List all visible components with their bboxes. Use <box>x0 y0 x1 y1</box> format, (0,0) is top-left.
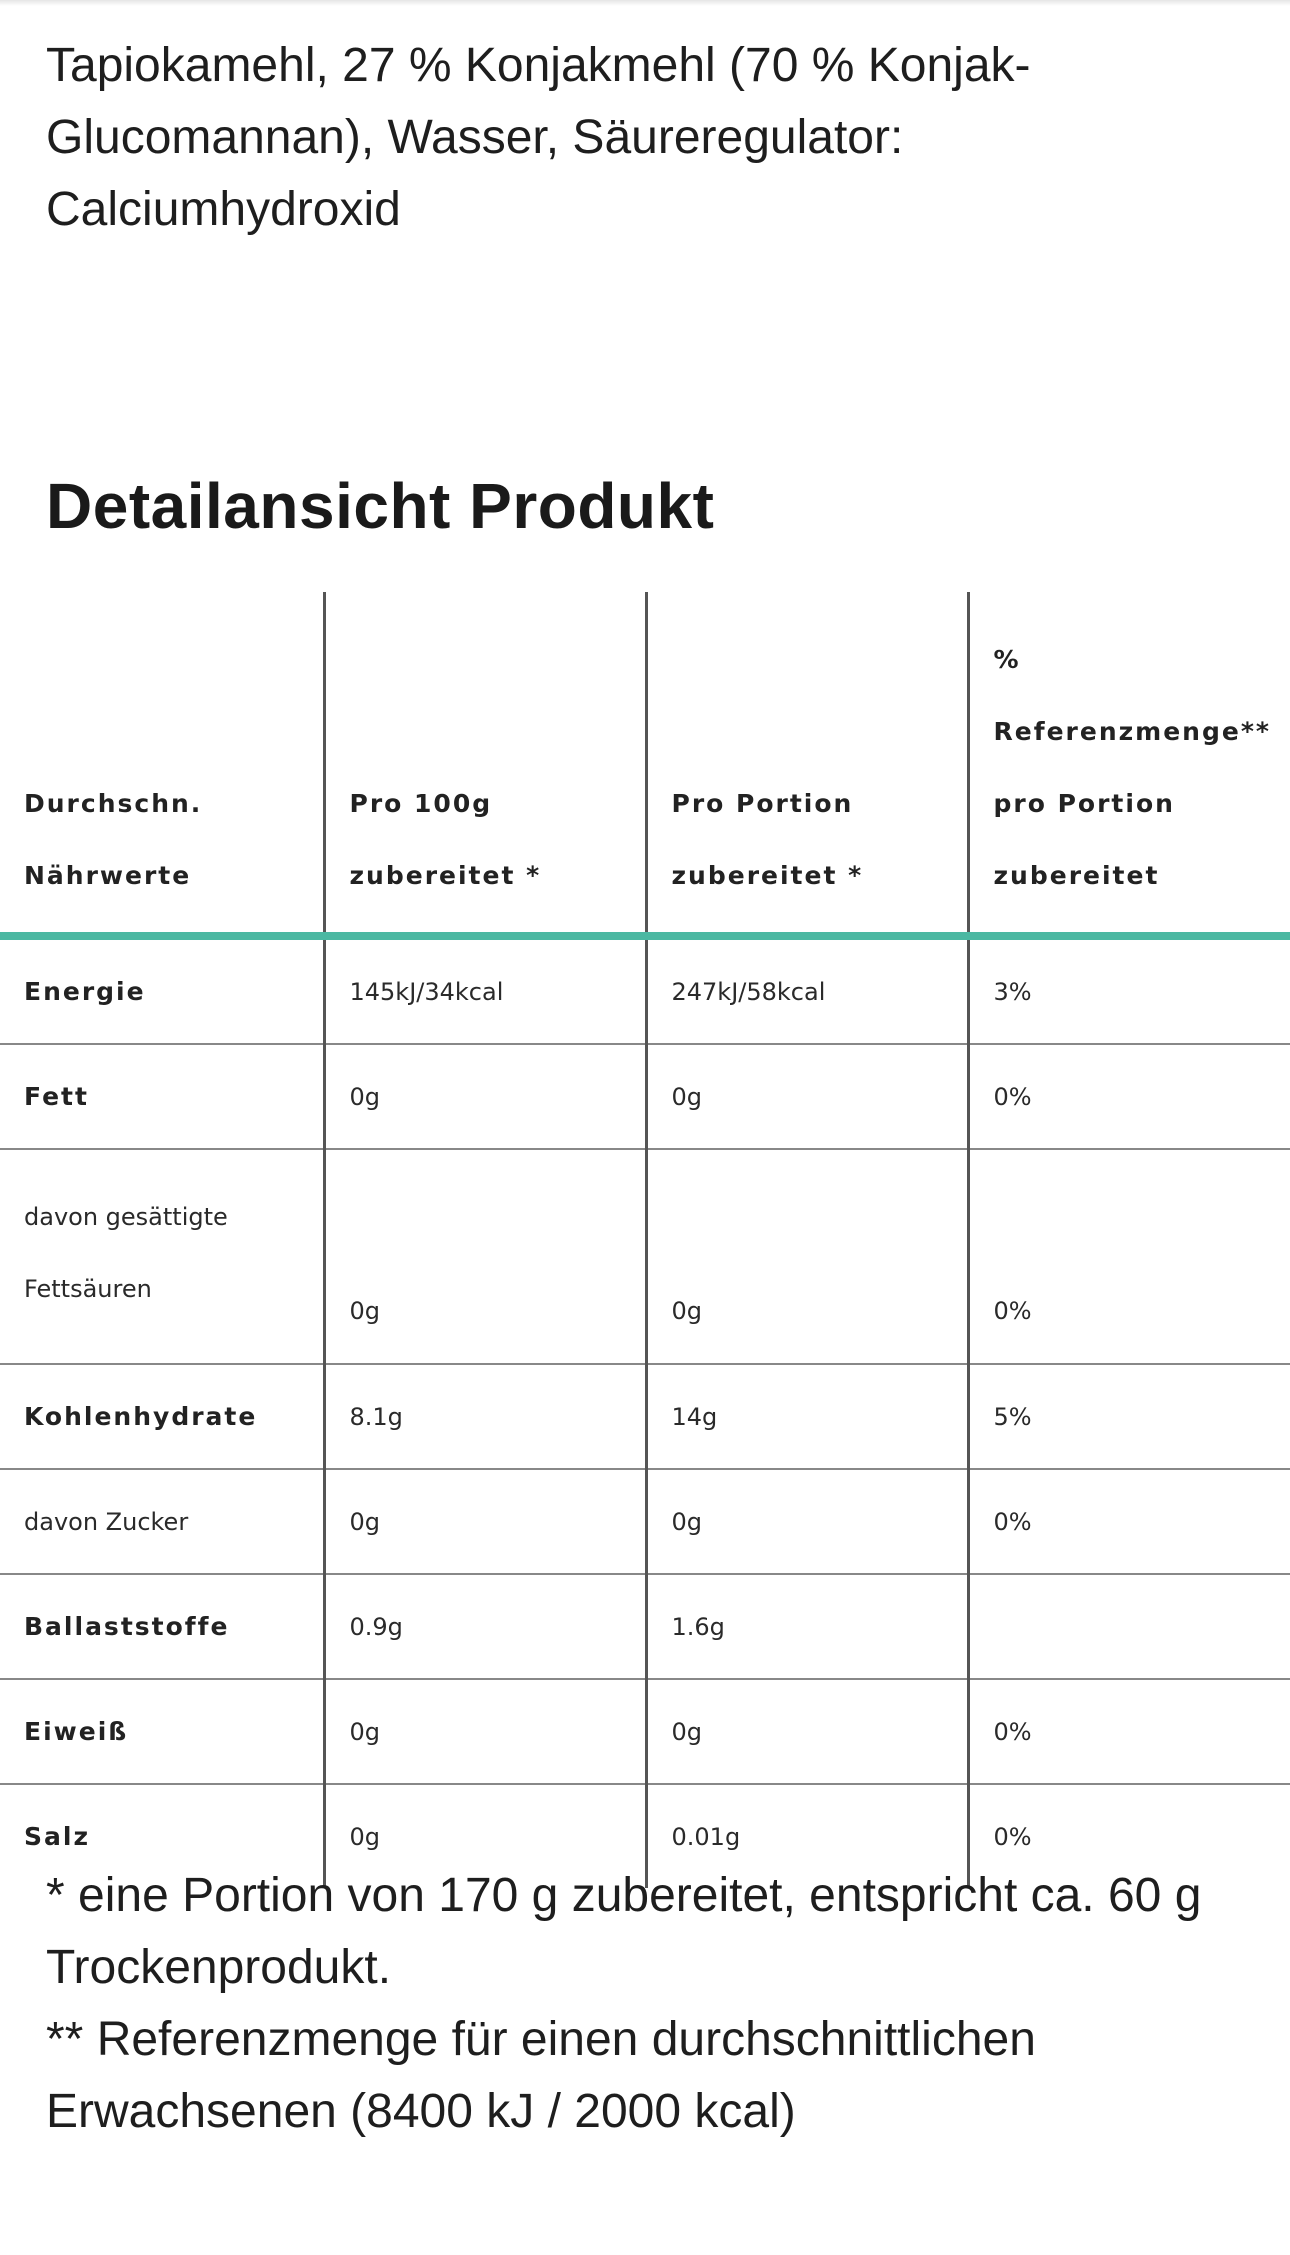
footnote-reference: ** Referenzmenge für einen durchschnittlichen Erwachsenen (8400 kJ / 2000 kcal) <box>46 2013 1036 2138</box>
cell-per-100g: 0g <box>324 1149 646 1364</box>
cell-per-portion: 14g <box>646 1364 968 1469</box>
row-label: Ballaststoffe <box>0 1574 324 1679</box>
table-row <box>0 1469 1290 1574</box>
cell-per-portion: 1.6g <box>646 1574 968 1679</box>
cell-per-100g: 0g <box>324 1679 646 1784</box>
header-per-portion: Pro Portion zubereitet * <box>646 592 968 936</box>
cell-per-portion: 0g <box>646 1469 968 1574</box>
cell-reference: 0% <box>968 1044 1290 1149</box>
cell-per-portion: 0g <box>646 1149 968 1364</box>
row-label: Salz <box>24 1822 90 1851</box>
ingredients-text: Tapiokamehl, 27 % Konjakmehl (70 % Konjak-Glucomannan), Wasser, Säureregulator: Calciumhydroxid <box>46 39 1031 236</box>
cell-reference <box>968 1574 1290 1679</box>
top-scroll-shadow <box>0 0 1290 6</box>
footnotes <box>46 1860 1256 2148</box>
row-label: davon gesättigte Fettsäuren <box>0 1149 324 1364</box>
cell-per-100g: 0g <box>324 1469 646 1574</box>
footnote-portion: * eine Portion von 170 g zubereitet, entspricht ca. 60 g Trockenprodukt. <box>46 1869 1202 1994</box>
cell-per-100g: 8.1g <box>324 1364 646 1469</box>
header-nutrients: Durchschn. Nährwerte <box>0 592 324 936</box>
cell-reference: 0% <box>968 1679 1290 1784</box>
table-row <box>0 1044 1290 1149</box>
cell-per-100g: 0g <box>324 1784 646 1888</box>
row-label: Energie <box>0 936 324 1044</box>
cell-per-portion: 247kJ/58kcal <box>646 936 968 1044</box>
cell-per-100g: 0.9g <box>324 1574 646 1679</box>
row-label: Fett <box>0 1044 324 1149</box>
table-row <box>0 1149 1290 1364</box>
row-label: davon Zucker <box>0 1469 324 1574</box>
nutrition-table <box>0 592 1290 1888</box>
header-reference: % Referenzmenge** pro Portion zubereitet <box>968 592 1290 936</box>
table-row <box>0 1574 1290 1679</box>
cell-reference: 5% <box>968 1364 1290 1469</box>
cell-reference: 0% <box>968 1784 1290 1888</box>
cell-per-portion: 0g <box>646 1679 968 1784</box>
cell-per-100g: 0g <box>324 1044 646 1149</box>
row-label: Kohlenhydrate <box>0 1364 324 1469</box>
section-title: Detailansicht Produkt <box>46 470 715 542</box>
table-row <box>0 1679 1290 1784</box>
table-row <box>0 936 1290 1044</box>
row-label: Eiweiß <box>0 1679 324 1784</box>
table-header-row <box>0 592 1290 936</box>
cell-reference: 3% <box>968 936 1290 1044</box>
table-row <box>0 1364 1290 1469</box>
cell-per-portion: 0.01g <box>646 1784 968 1888</box>
cell-reference: 0% <box>968 1469 1290 1574</box>
cell-reference: 0% <box>968 1149 1290 1364</box>
cell-per-portion: 0g <box>646 1044 968 1149</box>
cell-per-100g: 145kJ/34kcal <box>324 936 646 1044</box>
header-per-100g: Pro 100g zubereitet * <box>324 592 646 936</box>
